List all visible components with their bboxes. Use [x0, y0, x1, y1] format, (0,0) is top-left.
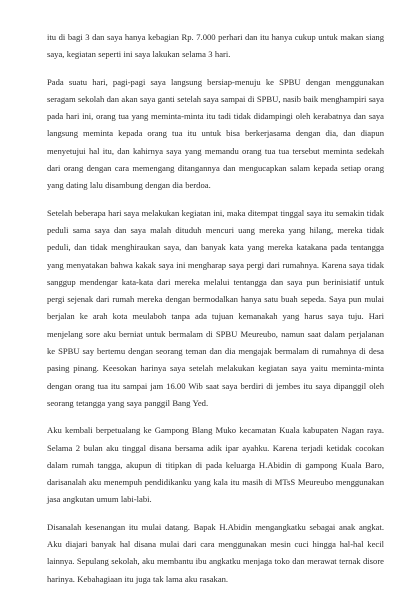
paragraph-2: Pada suatu hari, pagi-pagi saya langsung bersiap-menuju ke SPBU dengan menggunakan seragam sekolah dan akan saya ganti setelah saya sampai di SPBU, nasib baik menghampiri saya pada hari ini, orang tua yang meminta-minta itu tadi tidak didampingi oleh kerabatnya dan saya langsung meminta kepada orang tua itu untuk bisa berkerjasama dengan dia, dan diapun menyetujui hal itu, dan kahirnya saya yang memandu orang tua tua tersebut meminta sedekah dari orang dengan cara memengang ditangannya dan mengucapkan salam kepada setiap orang yang dating lalu disambung dengan dia berdoa.: [47, 76, 384, 191]
paragraph-4: Aku kembali berpetualang ke Gampong Blang Muko kecamatan Kuala kabupaten Nagan raya. Selama 2 bulan aku tinggal disana bersama adik ipar ayahku. Karena terjadi ketidak cocokan dalam rumah tangga, akupun di titipkan di pada keluarga H.Abidin di gampong Kuala Baro, darisanalah aku menempuh pendidikanku yang kala itu masih di MTsS Meureubo menggunakan jasa angkutan umum labi-labi.: [47, 425, 384, 505]
paragraph-5: Disanalah kesenangan itu mulai datang. Bapak H.Abidin mengangkatku sebagai anak angkat. Aku diajari banyak hal disana mulai dari cara menggunakan mesin cuci hingga hal-hal kecil lainnya. Sepulang sekolah, aku membantu ibu angkatku menjaga toko dan merawat ternak disore harinya. Kebahagiaan itu juga tak lama aku rasakan.: [47, 521, 384, 584]
paragraph-1: itu di bagi 3 dan saya hanya kebagian Rp. 7.000 perhari dan itu hanya cukup untuk makan siang saya, kegiatan seperti ini saya lakukan selama 3 hari.: [47, 32, 384, 60]
paragraph-3: Setelah beberapa hari saya melakukan kegiatan ini, maka ditempat tinggal saya itu semakin tidak peduli sama saya dan saya malah dituduh mencuri uang mereka yang hilang, mereka tidak peduli, dan tidak menghiraukan saya, dan banyak kata yang mereka katakana pada tentangga yang menyatakan bahwa kakak saya ini mengharap saya pergi dari rumahnya. Karena saya tidak sanggup mendengar kata-kata dari mereka melalui tentangga dan saya pun berinisiatif untuk pergi sejenak dari rumah mereka dengan bermodalkan hanya satu buah sepeda. Saya pun mulai berjalan ke arah kota meulaboh tanpa ada tujuan kemanakah yang harus saya tuju. Hari menjelang sore aku berniat untuk bermalam di SPBU Meureubo, namun saat dalam perjalanan ke SPBU say bertemu dengan seorang teman dan dia mengajak bermalam di rumahnya di desa pasing pinang. Keesokan harinya saya setelah melakukan kegiatan saya yaitu meminta-minta dengan orang tua itu sampai jam 16.00 Wib saat saya berdiri di jembes itu saya dipanggil oleh seorang tetangga yang saya panggil Bang Yed.: [47, 207, 384, 408]
